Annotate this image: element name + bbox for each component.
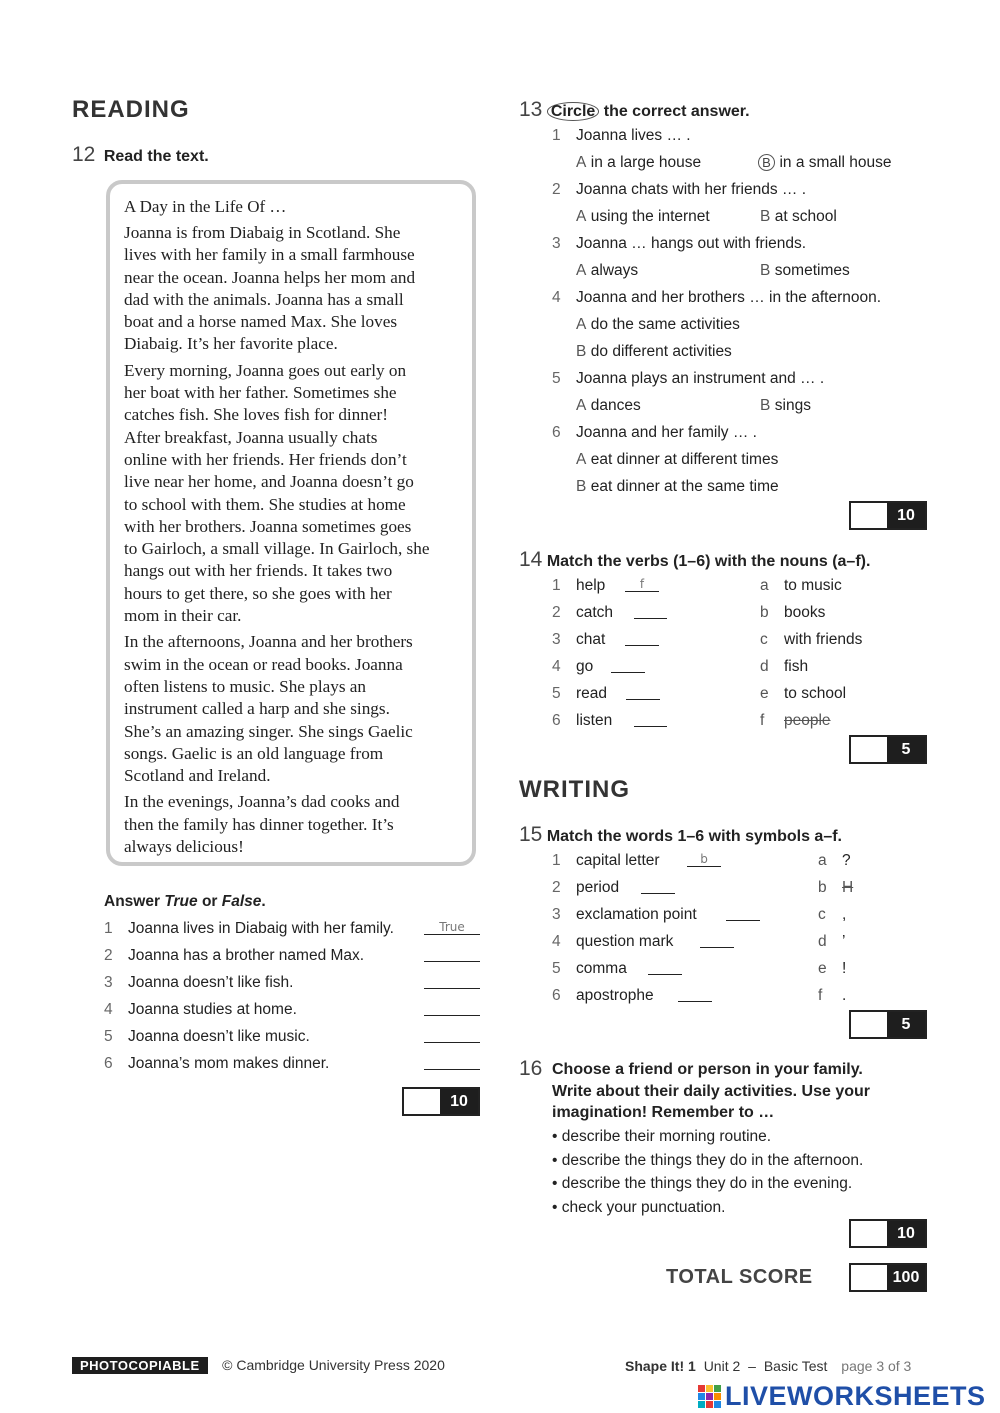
total-score-box <box>849 1263 927 1292</box>
passage-line: songs. Gaelic is an old language from <box>124 743 384 763</box>
q13-number: 13 <box>519 98 543 121</box>
crossed-out-example: H <box>842 879 854 896</box>
tf-item-text: Joanna doesn’t like music. <box>128 1028 310 1045</box>
book-title: Shape It! 1 <box>625 1358 696 1374</box>
passage-paragraph <box>124 631 469 787</box>
passage-line: Every morning, Joanna goes out early on <box>124 360 407 380</box>
passage-line: to school with them. She studies at home <box>124 494 406 514</box>
passage-line: boat and a horse named Max. She loves <box>124 312 398 332</box>
passage-paragraph <box>124 360 469 628</box>
q15-answer-field[interactable] <box>641 879 675 894</box>
q15-answer-field[interactable] <box>648 960 682 975</box>
passage-line: instrument called a harp and she sings. <box>124 699 390 719</box>
passage-line: near the ocean. Joanna helps her mom and <box>124 267 416 287</box>
q14-answer-field[interactable] <box>634 712 667 727</box>
brand-name: LIVEWORKSHEETS <box>725 1381 986 1411</box>
tf-answer-field[interactable]: True <box>424 920 480 935</box>
tf-item-text: Joanna studies at home. <box>128 1001 297 1018</box>
tf-item <box>104 1001 484 1028</box>
q15-answer-field[interactable] <box>678 987 712 1002</box>
passage-line: catches fish. She loves fish for dinner! <box>124 405 388 425</box>
passage-line: swim in the ocean or read books. Joanna <box>124 654 403 674</box>
score-entry[interactable] <box>851 737 887 762</box>
q12-header <box>72 143 209 167</box>
passage-line: with her brothers. Joanna sometimes goes <box>124 516 412 536</box>
passage-line: to Gairloch, a small village. In Gairloch, she <box>124 539 430 559</box>
q15-answer-field[interactable] <box>700 933 734 948</box>
bullet-item: • describe the things they do in the afternoon. <box>552 1151 864 1169</box>
q14-title: Match the verbs (1–6) with the nouns (a–f). <box>546 553 871 570</box>
passage-line: hours to get there, so she goes with her <box>124 583 392 603</box>
passage-line: In the afternoons, Joanna and her brothers <box>124 632 413 652</box>
score-total: 10 <box>887 503 925 528</box>
q13-options <box>552 208 952 235</box>
tf-item <box>104 1055 484 1082</box>
q13-option-a[interactable]: A always <box>576 262 639 279</box>
score-entry[interactable] <box>851 503 887 528</box>
tf-answer-field[interactable] <box>424 1001 480 1016</box>
q15-number: 15 <box>519 823 543 846</box>
q13-option-a[interactable]: A in a large house <box>576 154 702 171</box>
passage-line: online with her friends. Her friends don’t <box>124 449 407 469</box>
footer-left <box>72 1357 445 1375</box>
score-entry[interactable] <box>851 1221 887 1246</box>
score-total: 100 <box>887 1265 925 1290</box>
tf-item-number: 6 <box>104 1055 113 1072</box>
q14-answer-field[interactable] <box>634 604 667 619</box>
q16-score-box <box>849 1219 927 1248</box>
footer-right <box>625 1358 911 1374</box>
reading-heading: READING <box>72 96 190 123</box>
q14-answer-field[interactable] <box>625 631 659 646</box>
tf-answer-field[interactable] <box>424 947 480 962</box>
passage-line: her boat with her father. Sometimes she <box>124 383 397 403</box>
photocopiable-badge: PHOTOCOPIABLE <box>72 1357 208 1374</box>
unit-label: Unit 2 <box>703 1358 741 1374</box>
q13-option-a[interactable]: A do the same activities <box>576 316 740 333</box>
tf-score-box <box>402 1087 480 1116</box>
tf-instruction: Answer True or False. <box>104 893 266 910</box>
q13-option-a[interactable]: A dances <box>576 397 641 414</box>
score-entry[interactable] <box>404 1089 440 1114</box>
q15-row: 6 apostrophe f . <box>552 987 847 1004</box>
passage-paragraph <box>124 791 469 858</box>
passage-body <box>124 222 469 858</box>
liveworksheets-icon <box>697 1384 723 1410</box>
q16-bullets <box>552 1125 863 1219</box>
test-label: Basic Test <box>763 1358 828 1374</box>
reading-passage <box>106 180 476 866</box>
circled-answer: B <box>758 154 775 171</box>
passage-line: Scotland and Ireland. <box>124 766 271 786</box>
q12-title: Read the text. <box>103 148 209 165</box>
q14-row: 4 go d fish <box>552 658 809 675</box>
score-total: 5 <box>887 1012 925 1037</box>
passage-line: then the family has dinner together. It’s <box>124 814 394 834</box>
passage-line: Joanna is from Diabaig in Scotland. She <box>124 223 401 242</box>
q13-options <box>552 343 952 370</box>
tf-item <box>104 974 484 1001</box>
score-entry[interactable] <box>851 1012 887 1037</box>
q13-option-a[interactable]: A using the internet <box>576 208 710 225</box>
passage-line: often listens to music. She plays an <box>124 676 367 696</box>
q13-option-b[interactable]: B eat dinner at the same time <box>576 478 779 495</box>
bullet-item: • check your punctuation. <box>552 1198 726 1216</box>
tf-list <box>104 920 484 1082</box>
q13-option-b[interactable]: B at school <box>760 208 837 225</box>
q13-options <box>552 262 952 289</box>
q13-title: the correct answer. <box>603 103 750 120</box>
q14-score-box <box>849 735 927 764</box>
q13-option-b[interactable]: B sings <box>760 397 811 414</box>
score-entry[interactable] <box>851 1265 887 1290</box>
q13-item: 5 Joanna plays an instrument and … . <box>552 370 825 387</box>
q15-list <box>552 852 932 1014</box>
q15-header <box>519 823 842 847</box>
q13-circle-word: Circle <box>547 102 599 121</box>
tf-item-text: Joanna’s mom makes dinner. <box>128 1055 330 1072</box>
tf-answer-field[interactable] <box>424 974 480 989</box>
q13-item: 2 Joanna chats with her friends … . <box>552 181 807 198</box>
bullet-item: • describe their morning routine. <box>552 1128 772 1145</box>
q15-row: 2 period b H <box>552 879 854 896</box>
score-total: 5 <box>887 737 925 762</box>
q14-list <box>552 577 932 739</box>
q13-options <box>552 397 952 424</box>
q15-row: 3 exclamation point c , <box>552 906 847 923</box>
passage-line: mom in their car. <box>124 606 242 626</box>
q14-row: 1 help f a to music <box>552 577 842 594</box>
q13-item: 3 Joanna … hangs out with friends. <box>552 235 807 252</box>
q14-row: 3 chat c with friends <box>552 631 863 648</box>
q12-number: 12 <box>72 143 96 166</box>
total-score-label: TOTAL SCORE <box>666 1266 813 1288</box>
q14-number: 14 <box>519 548 543 571</box>
crossed-out-example: people <box>784 712 831 729</box>
q14-answer-field[interactable] <box>611 658 645 673</box>
q15-score-box <box>849 1010 927 1039</box>
passage-line: Diabaig. It’s her favorite place. <box>124 334 338 354</box>
q14-row: 5 read e to school <box>552 685 847 702</box>
passage-line: In the evenings, Joanna’s dad cooks and <box>124 792 400 812</box>
score-total: 10 <box>440 1089 478 1114</box>
passage-paragraph <box>124 222 469 356</box>
q13-options <box>552 451 952 478</box>
tf-item-number: 2 <box>104 947 113 964</box>
copyright: © Cambridge University Press 2020 <box>222 1357 445 1373</box>
tf-item-number: 5 <box>104 1028 113 1045</box>
q13-item: 6 Joanna and her family … . <box>552 424 757 441</box>
bullet-item: • describe the things they do in the evening. <box>552 1175 853 1192</box>
separator: – <box>748 1358 756 1374</box>
q13-options <box>552 316 952 343</box>
q14-row: 6 listen f people <box>552 712 831 729</box>
tf-answer-field[interactable] <box>424 1028 480 1043</box>
tf-item-number: 4 <box>104 1001 113 1018</box>
q13-header <box>519 98 750 122</box>
tf-item-text: Joanna doesn’t like fish. <box>128 974 294 991</box>
q15-row: 5 comma e ! <box>552 960 847 977</box>
passage-line: live near her home, and Joanna doesn’t go <box>124 472 414 492</box>
tf-answer-field[interactable] <box>424 1055 480 1070</box>
tf-item-number: 3 <box>104 974 113 991</box>
q15-answer-field[interactable] <box>726 906 760 921</box>
q15-answer-field[interactable]: b <box>687 852 721 867</box>
passage-line: lives with her family in a small farmhouse <box>124 245 415 265</box>
q13-item: 1 Joanna lives … . <box>552 127 691 144</box>
tf-item <box>104 920 484 947</box>
q13-option-b[interactable]: B sometimes <box>760 262 850 279</box>
q16-number: 16 <box>519 1057 543 1080</box>
liveworksheets-logo[interactable] <box>697 1381 986 1412</box>
tf-item <box>104 1028 484 1055</box>
q14-answer-field[interactable] <box>626 685 660 700</box>
q13-option-b[interactable]: B do different activities <box>576 343 732 360</box>
passage-line: hangs out with her friends. It takes two <box>124 561 393 581</box>
passage-line: dad with the animals. Joanna has a small <box>124 289 404 309</box>
tf-item-text: Joanna has a brother named Max. <box>128 947 365 964</box>
writing-heading: WRITING <box>519 776 630 803</box>
q14-answer-field[interactable]: f <box>625 577 659 592</box>
q13-option-b[interactable]: B in a small house <box>758 154 891 172</box>
q15-row: 1 capital letter b a ? <box>552 852 851 869</box>
passage-title: A Day in the Life Of … <box>124 197 287 216</box>
q15-title: Match the words 1–6 with symbols a–f. <box>546 828 842 845</box>
q16-title: Choose a friend or person in your family. Write about their daily activities. Use your imagination! Remember to … <box>552 1061 871 1121</box>
q13-score-box <box>849 501 927 530</box>
q13-item: 4 Joanna and her brothers … in the afternoon. <box>552 289 882 306</box>
passage-line: always delicious! <box>124 837 244 857</box>
q14-header <box>519 548 870 572</box>
q15-row: 4 question mark d ’ <box>552 933 846 950</box>
passage-line: After breakfast, Joanna usually chats <box>124 427 378 447</box>
passage-line: She’s an amazing singer. She sings Gaelic <box>124 721 413 741</box>
q13-option-a[interactable]: A eat dinner at different times <box>576 451 779 468</box>
q14-row: 2 catch b books <box>552 604 826 621</box>
page-number: page 3 of 3 <box>841 1358 912 1374</box>
tf-item-number: 1 <box>104 920 113 937</box>
q13-options <box>552 154 952 181</box>
q13-list <box>552 127 952 505</box>
tf-item <box>104 947 484 974</box>
tf-item-text: Joanna lives in Diabaig with her family. <box>128 920 394 937</box>
score-total: 10 <box>887 1221 925 1246</box>
